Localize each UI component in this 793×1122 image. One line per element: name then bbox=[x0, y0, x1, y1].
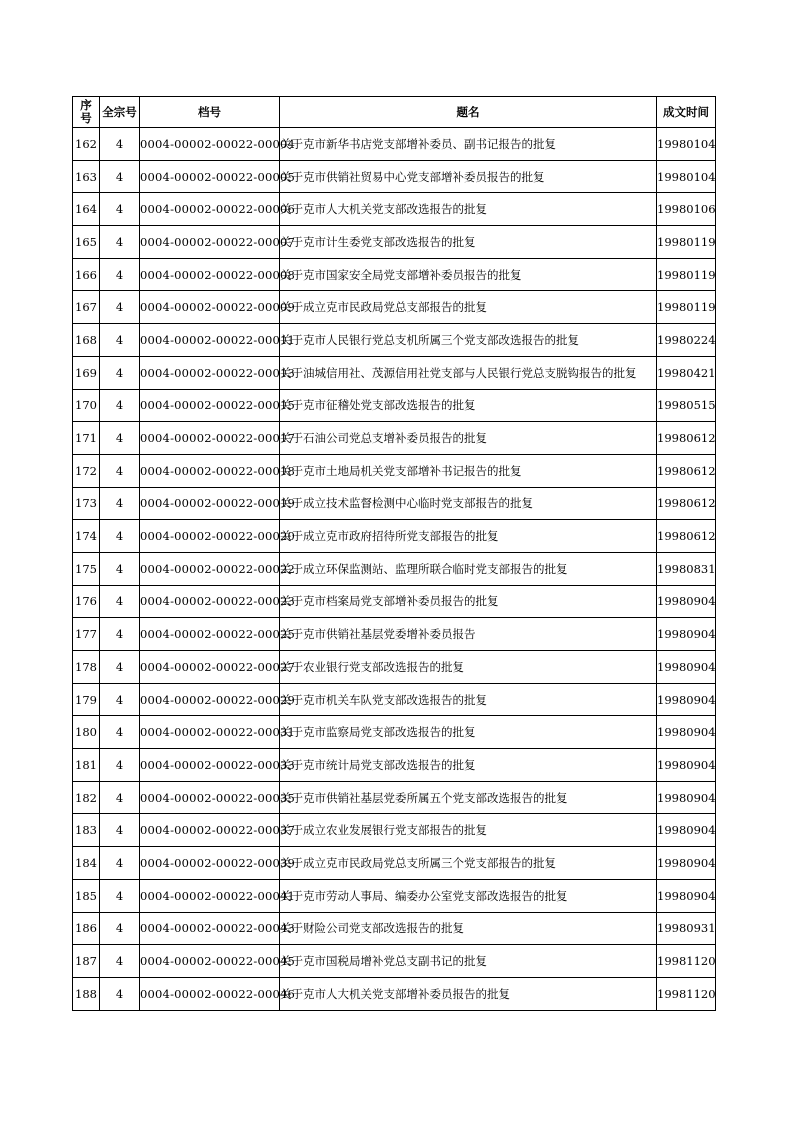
cell-file-no: 0004-00002-00022-00025 bbox=[140, 618, 280, 651]
cell-date: 19980904 bbox=[657, 814, 716, 847]
cell-title: 关于成立农业发展银行党支部报告的批复 bbox=[280, 814, 657, 847]
cell-file-no: 0004-00002-00022-00008 bbox=[140, 258, 280, 291]
cell-title: 关于克市计生委党支部改选报告的批复 bbox=[280, 226, 657, 259]
cell-fonds: 4 bbox=[100, 520, 140, 553]
cell-fonds: 4 bbox=[100, 716, 140, 749]
cell-file-no: 0004-00002-00022-00033 bbox=[140, 749, 280, 782]
cell-seq: 186 bbox=[73, 912, 100, 945]
cell-fonds: 4 bbox=[100, 324, 140, 357]
cell-date: 19980612 bbox=[657, 520, 716, 553]
cell-seq: 169 bbox=[73, 356, 100, 389]
cell-file-no: 0004-00002-00022-00022 bbox=[140, 552, 280, 585]
cell-title: 关于克市监察局党支部改选报告的批复 bbox=[280, 716, 657, 749]
cell-fonds: 4 bbox=[100, 356, 140, 389]
cell-file-no: 0004-00002-00022-00035 bbox=[140, 781, 280, 814]
table-row bbox=[73, 160, 716, 193]
cell-title: 关于成立克市政府招待所党支部报告的批复 bbox=[280, 520, 657, 553]
cell-file-no: 0004-00002-00022-00039 bbox=[140, 847, 280, 880]
cell-seq: 187 bbox=[73, 945, 100, 978]
cell-seq: 162 bbox=[73, 128, 100, 161]
cell-date: 19980612 bbox=[657, 422, 716, 455]
table-row bbox=[73, 356, 716, 389]
table-row bbox=[73, 422, 716, 455]
cell-date: 19980104 bbox=[657, 128, 716, 161]
cell-date: 19980904 bbox=[657, 879, 716, 912]
cell-fonds: 4 bbox=[100, 912, 140, 945]
table-row bbox=[73, 651, 716, 684]
archive-catalog-table bbox=[72, 96, 716, 1011]
cell-seq: 171 bbox=[73, 422, 100, 455]
cell-title: 关于克市档案局党支部增补委员报告的批复 bbox=[280, 585, 657, 618]
cell-file-no: 0004-00002-00022-00027 bbox=[140, 651, 280, 684]
cell-file-no: 0004-00002-00022-00041 bbox=[140, 879, 280, 912]
cell-fonds: 4 bbox=[100, 291, 140, 324]
cell-date: 19980104 bbox=[657, 160, 716, 193]
cell-seq: 184 bbox=[73, 847, 100, 880]
cell-seq: 177 bbox=[73, 618, 100, 651]
cell-title: 关于克市征稽处党支部改选报告的批复 bbox=[280, 389, 657, 422]
cell-fonds: 4 bbox=[100, 193, 140, 226]
cell-file-no: 0004-00002-00022-00005 bbox=[140, 160, 280, 193]
cell-file-no: 0004-00002-00022-00015 bbox=[140, 389, 280, 422]
cell-seq: 172 bbox=[73, 454, 100, 487]
cell-fonds: 4 bbox=[100, 389, 140, 422]
cell-seq: 182 bbox=[73, 781, 100, 814]
cell-fonds: 4 bbox=[100, 683, 140, 716]
cell-title: 关于克市统计局党支部改选报告的批复 bbox=[280, 749, 657, 782]
cell-seq: 170 bbox=[73, 389, 100, 422]
cell-file-no: 0004-00002-00022-00023 bbox=[140, 585, 280, 618]
cell-date: 19980831 bbox=[657, 552, 716, 585]
column-header-seq bbox=[73, 97, 100, 128]
table-row bbox=[73, 781, 716, 814]
column-header-fonds: 全宗号 bbox=[100, 97, 140, 128]
table-row bbox=[73, 520, 716, 553]
cell-seq: 179 bbox=[73, 683, 100, 716]
cell-title: 关于成立克市民政局党总支部报告的批复 bbox=[280, 291, 657, 324]
cell-fonds: 4 bbox=[100, 879, 140, 912]
cell-fonds: 4 bbox=[100, 422, 140, 455]
cell-fonds: 4 bbox=[100, 847, 140, 880]
cell-fonds: 4 bbox=[100, 814, 140, 847]
cell-date: 19980612 bbox=[657, 454, 716, 487]
cell-seq: 185 bbox=[73, 879, 100, 912]
cell-seq: 178 bbox=[73, 651, 100, 684]
cell-fonds: 4 bbox=[100, 454, 140, 487]
cell-file-no: 0004-00002-00022-00031 bbox=[140, 716, 280, 749]
cell-date: 19980904 bbox=[657, 716, 716, 749]
cell-date: 19980119 bbox=[657, 226, 716, 259]
cell-date: 19980119 bbox=[657, 291, 716, 324]
cell-date: 19980421 bbox=[657, 356, 716, 389]
cell-date: 19980904 bbox=[657, 847, 716, 880]
cell-seq: 188 bbox=[73, 977, 100, 1010]
cell-title: 关于成立环保监测站、监理所联合临时党支部报告的批复 bbox=[280, 552, 657, 585]
cell-title: 关于克市劳动人事局、编委办公室党支部改选报告的批复 bbox=[280, 879, 657, 912]
cell-file-no: 0004-00002-00022-00019 bbox=[140, 487, 280, 520]
cell-date: 19980904 bbox=[657, 749, 716, 782]
cell-seq: 168 bbox=[73, 324, 100, 357]
cell-file-no: 0004-00002-00022-00043 bbox=[140, 912, 280, 945]
cell-title: 关于克市土地局机关党支部增补书记报告的批复 bbox=[280, 454, 657, 487]
cell-file-no: 0004-00002-00022-00045 bbox=[140, 945, 280, 978]
cell-title: 关于成立克市民政局党总支所属三个党支部报告的批复 bbox=[280, 847, 657, 880]
table-row bbox=[73, 618, 716, 651]
table-row bbox=[73, 291, 716, 324]
cell-title: 关于克市国家安全局党支部增补委员报告的批复 bbox=[280, 258, 657, 291]
cell-seq: 163 bbox=[73, 160, 100, 193]
cell-file-no: 0004-00002-00022-00006 bbox=[140, 193, 280, 226]
cell-fonds: 4 bbox=[100, 618, 140, 651]
table-row bbox=[73, 814, 716, 847]
cell-file-no: 0004-00002-00022-00037 bbox=[140, 814, 280, 847]
table-row bbox=[73, 226, 716, 259]
table-row bbox=[73, 324, 716, 357]
cell-date: 19980931 bbox=[657, 912, 716, 945]
cell-date: 19980612 bbox=[657, 487, 716, 520]
cell-title: 关于油城信用社、茂源信用社党支部与人民银行党总支脱钩报告的批复 bbox=[280, 356, 657, 389]
cell-file-no: 0004-00002-00022-00029 bbox=[140, 683, 280, 716]
cell-title: 关于克市国税局增补党总支副书记的批复 bbox=[280, 945, 657, 978]
table-row bbox=[73, 128, 716, 161]
cell-file-no: 0004-00002-00022-00013 bbox=[140, 356, 280, 389]
cell-fonds: 4 bbox=[100, 749, 140, 782]
cell-title: 关于克市供销社基层党委增补委员报告 bbox=[280, 618, 657, 651]
cell-title: 关于克市新华书店党支部增补委员、副书记报告的批复 bbox=[280, 128, 657, 161]
table-row bbox=[73, 487, 716, 520]
cell-fonds: 4 bbox=[100, 160, 140, 193]
cell-date: 19980904 bbox=[657, 651, 716, 684]
table-row bbox=[73, 716, 716, 749]
cell-date: 19980515 bbox=[657, 389, 716, 422]
cell-file-no: 0004-00002-00022-00009 bbox=[140, 291, 280, 324]
table-row bbox=[73, 912, 716, 945]
cell-file-no: 0004-00002-00022-00018 bbox=[140, 454, 280, 487]
table-row bbox=[73, 879, 716, 912]
cell-fonds: 4 bbox=[100, 977, 140, 1010]
table-row bbox=[73, 945, 716, 978]
table-header-row bbox=[73, 97, 716, 128]
cell-title: 关于克市机关车队党支部改选报告的批复 bbox=[280, 683, 657, 716]
cell-file-no: 0004-00002-00022-00011 bbox=[140, 324, 280, 357]
cell-seq: 166 bbox=[73, 258, 100, 291]
seq-header-line1: 序 bbox=[80, 98, 92, 112]
cell-title: 关于克市供销社基层党委所属五个党支部改选报告的批复 bbox=[280, 781, 657, 814]
cell-seq: 175 bbox=[73, 552, 100, 585]
cell-seq: 181 bbox=[73, 749, 100, 782]
cell-seq: 165 bbox=[73, 226, 100, 259]
cell-title: 关于克市人民银行党总支机所属三个党支部改选报告的批复 bbox=[280, 324, 657, 357]
cell-date: 19980224 bbox=[657, 324, 716, 357]
table-row bbox=[73, 193, 716, 226]
column-header-file-no: 档号 bbox=[140, 97, 280, 128]
cell-fonds: 4 bbox=[100, 651, 140, 684]
cell-file-no: 0004-00002-00022-00004 bbox=[140, 128, 280, 161]
cell-title: 关于克市人大机关党支部增补委员报告的批复 bbox=[280, 977, 657, 1010]
table-row bbox=[73, 977, 716, 1010]
table-row bbox=[73, 389, 716, 422]
cell-date: 19980904 bbox=[657, 781, 716, 814]
table-row bbox=[73, 683, 716, 716]
cell-seq: 173 bbox=[73, 487, 100, 520]
table-row bbox=[73, 258, 716, 291]
cell-fonds: 4 bbox=[100, 552, 140, 585]
cell-date: 19981120 bbox=[657, 945, 716, 978]
cell-seq: 164 bbox=[73, 193, 100, 226]
table-row bbox=[73, 552, 716, 585]
cell-date: 19980904 bbox=[657, 683, 716, 716]
cell-date: 19980904 bbox=[657, 585, 716, 618]
cell-fonds: 4 bbox=[100, 945, 140, 978]
cell-seq: 183 bbox=[73, 814, 100, 847]
cell-file-no: 0004-00002-00022-00017 bbox=[140, 422, 280, 455]
cell-fonds: 4 bbox=[100, 226, 140, 259]
cell-file-no: 0004-00002-00022-00046 bbox=[140, 977, 280, 1010]
cell-title: 关于克市供销社贸易中心党支部增补委员报告的批复 bbox=[280, 160, 657, 193]
table-body bbox=[73, 128, 716, 1011]
cell-date: 19980106 bbox=[657, 193, 716, 226]
cell-fonds: 4 bbox=[100, 781, 140, 814]
column-header-title: 题名 bbox=[280, 97, 657, 128]
cell-file-no: 0004-00002-00022-00007 bbox=[140, 226, 280, 259]
cell-fonds: 4 bbox=[100, 585, 140, 618]
cell-title: 关于农业银行党支部改选报告的批复 bbox=[280, 651, 657, 684]
table-row bbox=[73, 454, 716, 487]
table-row bbox=[73, 847, 716, 880]
column-header-date: 成文时间 bbox=[657, 97, 716, 128]
cell-title: 关于克市人大机关党支部改选报告的批复 bbox=[280, 193, 657, 226]
cell-fonds: 4 bbox=[100, 128, 140, 161]
cell-title: 关于财险公司党支部改选报告的批复 bbox=[280, 912, 657, 945]
cell-date: 19981120 bbox=[657, 977, 716, 1010]
cell-file-no: 0004-00002-00022-00020 bbox=[140, 520, 280, 553]
table-row bbox=[73, 585, 716, 618]
cell-seq: 176 bbox=[73, 585, 100, 618]
seq-header-line2: 号 bbox=[80, 111, 92, 125]
cell-seq: 174 bbox=[73, 520, 100, 553]
cell-seq: 167 bbox=[73, 291, 100, 324]
cell-title: 关于成立技术监督检测中心临时党支部报告的批复 bbox=[280, 487, 657, 520]
cell-seq: 180 bbox=[73, 716, 100, 749]
cell-date: 19980119 bbox=[657, 258, 716, 291]
cell-date: 19980904 bbox=[657, 618, 716, 651]
cell-fonds: 4 bbox=[100, 487, 140, 520]
cell-fonds: 4 bbox=[100, 258, 140, 291]
table-row bbox=[73, 749, 716, 782]
cell-title: 关于石油公司党总支增补委员报告的批复 bbox=[280, 422, 657, 455]
